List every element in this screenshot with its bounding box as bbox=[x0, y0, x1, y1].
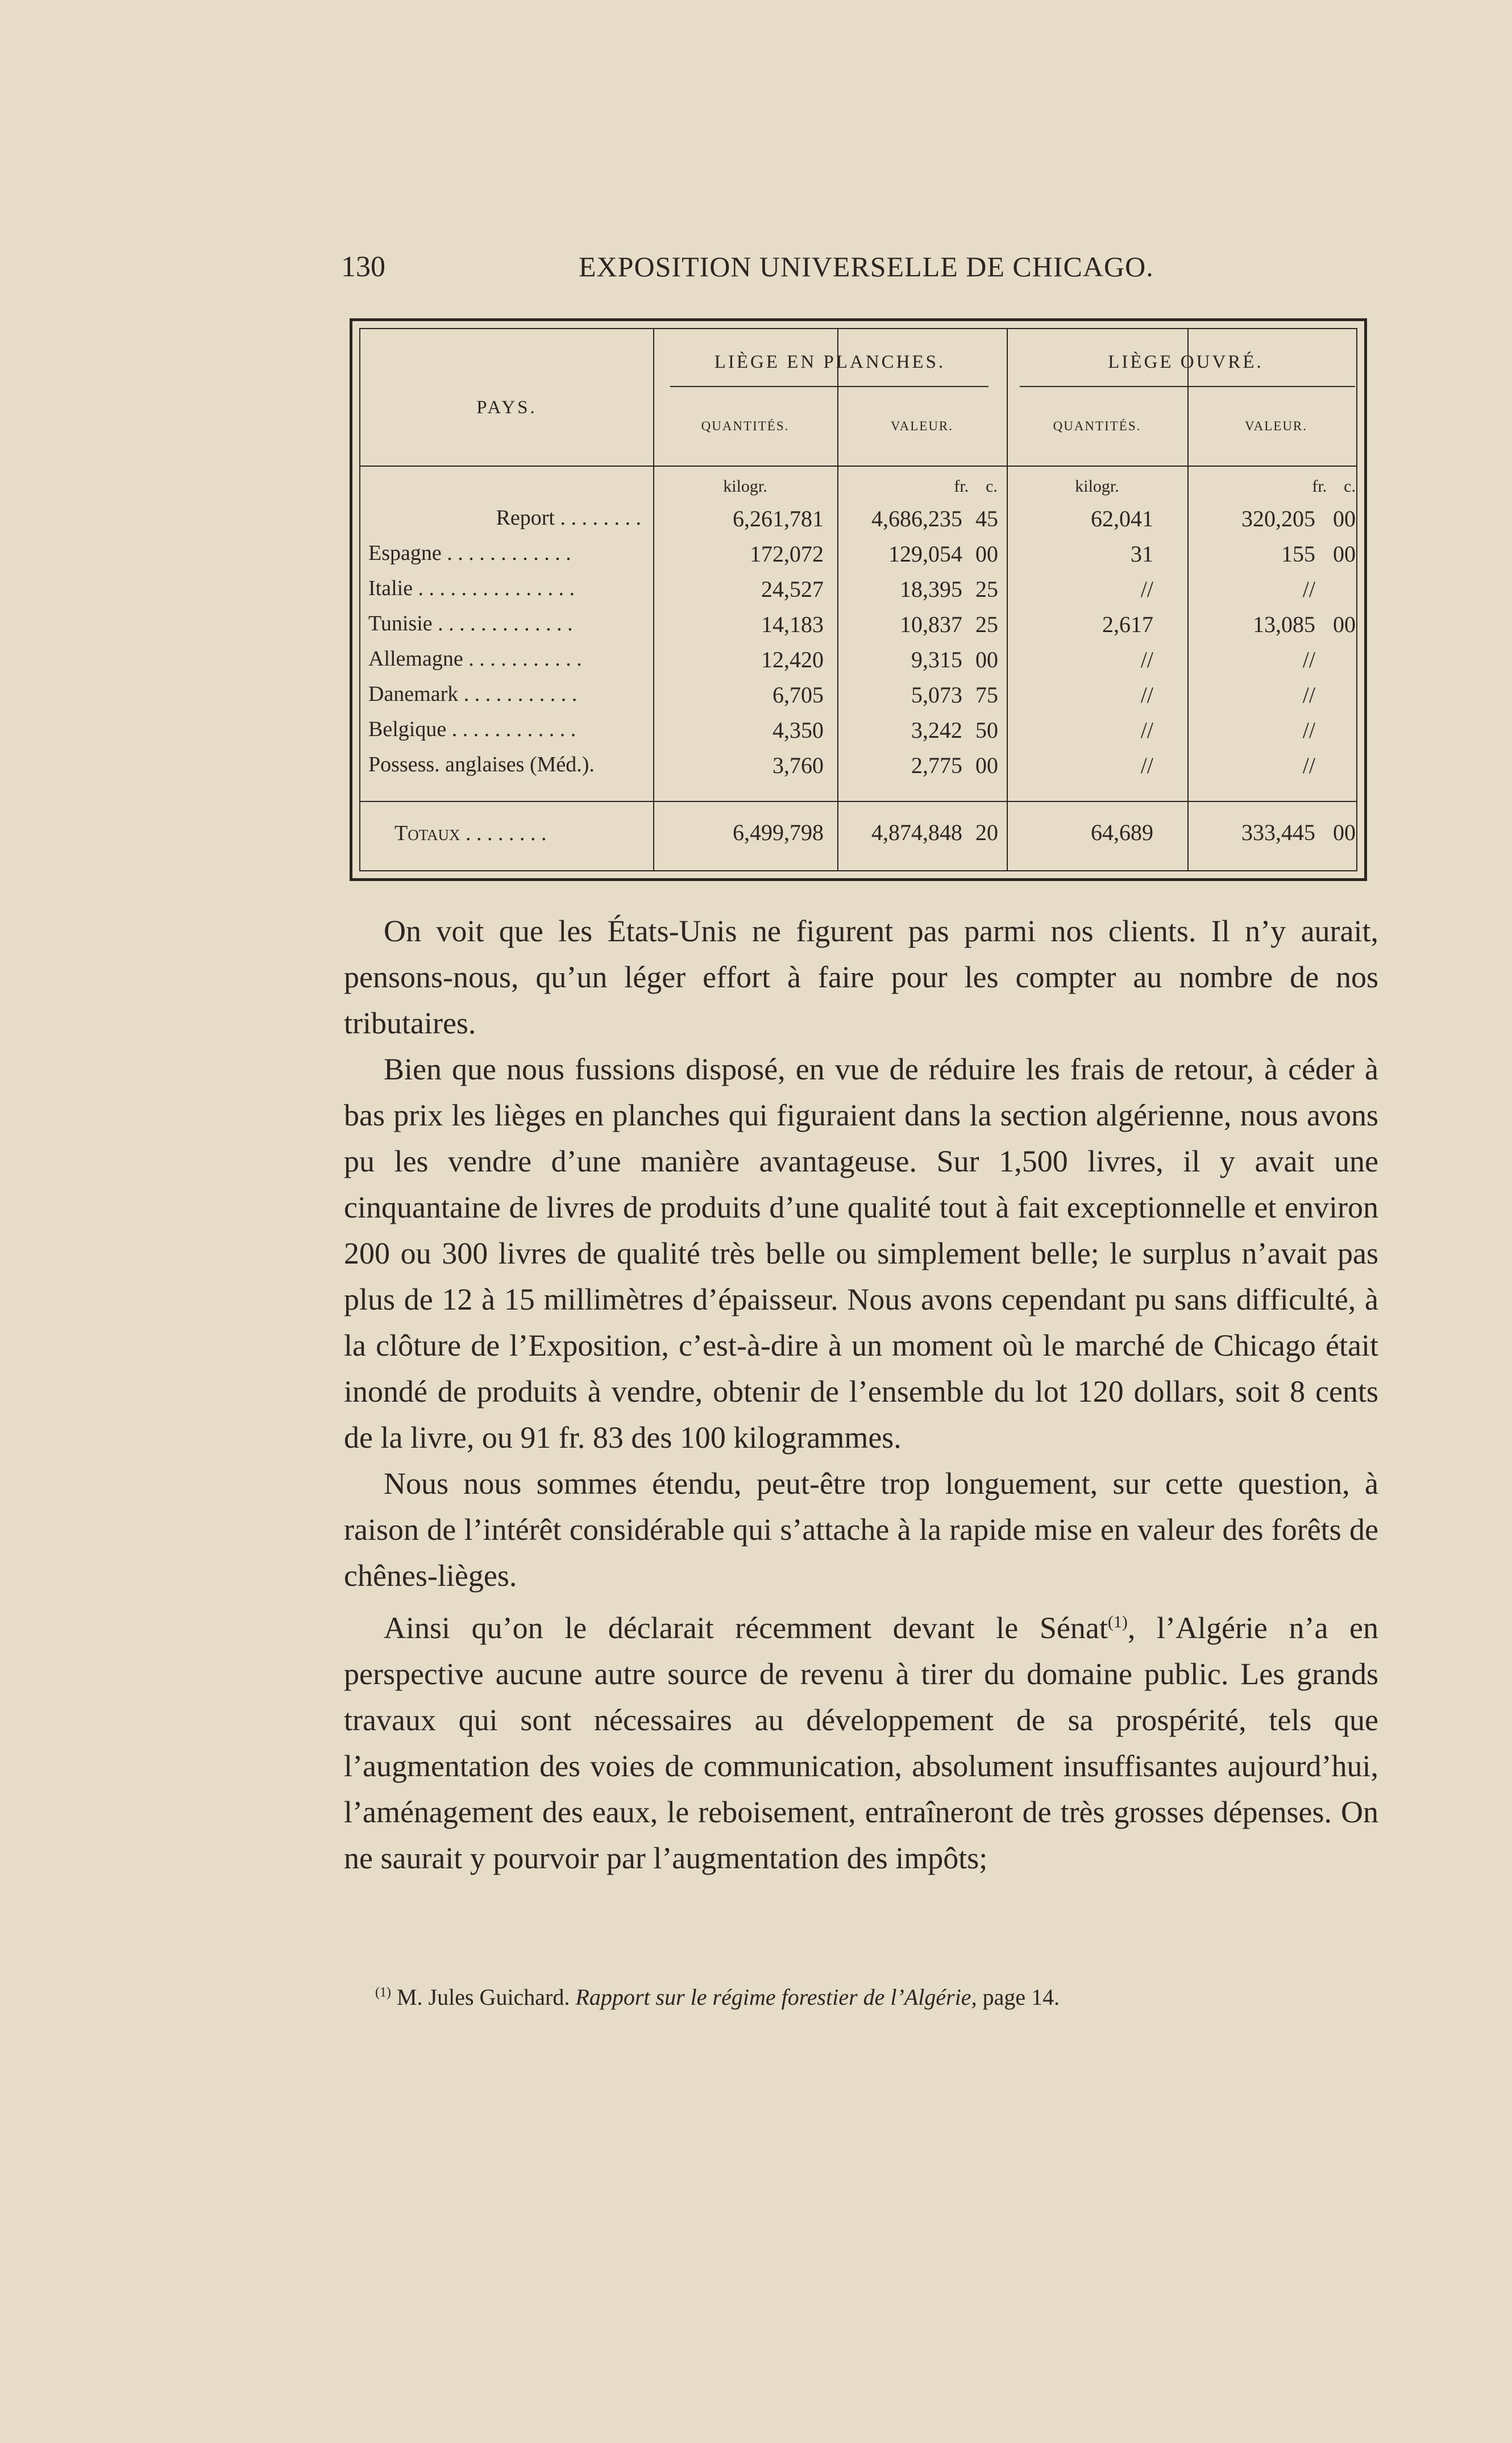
cell-qty1: 6,705 bbox=[772, 682, 824, 708]
cell-qty1: 12,420 bbox=[761, 647, 824, 672]
export-table bbox=[350, 318, 1367, 881]
totals-val2: 333,445 bbox=[1241, 820, 1315, 845]
cell-val2: // bbox=[1302, 682, 1315, 708]
cell-val2: // bbox=[1302, 576, 1315, 602]
table-totals-rule bbox=[360, 801, 1356, 802]
cell-c1: 50 bbox=[975, 717, 998, 743]
cell-qty1: 14,183 bbox=[761, 612, 824, 637]
cell-val1: 9,315 bbox=[911, 647, 962, 672]
table-inner-frame bbox=[359, 328, 1357, 871]
totals-cents1: 20 bbox=[975, 820, 998, 845]
cell-c1: 25 bbox=[975, 576, 998, 602]
cell-c1: 00 bbox=[975, 541, 998, 567]
cell-qty1: 3,760 bbox=[772, 753, 824, 778]
cell-c2: 00 bbox=[1333, 506, 1356, 531]
cell-val2: 155 bbox=[1281, 541, 1315, 567]
footnote-title: Rapport sur le régime forestier de l’Algérie, bbox=[575, 1984, 977, 2010]
footnote bbox=[375, 1984, 1060, 2010]
unit-kilogr: kilogr. bbox=[1075, 477, 1119, 496]
cell-c2: 00 bbox=[1333, 541, 1356, 567]
cell-c1: 25 bbox=[975, 612, 998, 637]
cell-val1: 3,242 bbox=[911, 717, 962, 743]
paragraph bbox=[344, 1599, 1378, 1881]
cell-val2: // bbox=[1302, 717, 1315, 743]
cell-qty2: // bbox=[1140, 682, 1153, 708]
cell-qty1: 172,072 bbox=[750, 541, 824, 567]
unit-francs: fr. c. bbox=[1312, 477, 1356, 496]
cell-qty2: // bbox=[1140, 576, 1153, 602]
subheader-quantites: QUANTITÉS. bbox=[701, 419, 790, 433]
header-brace bbox=[1020, 386, 1355, 387]
cell-country: Belgique . . . . . . . . . . . . bbox=[368, 717, 576, 741]
header-pays: PAYS. bbox=[476, 397, 537, 418]
cell-val2: 320,205 bbox=[1241, 506, 1315, 531]
paragraph-text: , l’Algérie n’a en perspective aucune autre source de revenu à tirer du domaine public. Les grands travaux qui sont nécessaires au développement de sa prospérité, tels que l’augmentation des voies de communication, absolument insuffisantes aujourd’hui, l’aménagement des eaux, le reboisement, entraîneront de très grosses dépenses. On ne saurait y pourvoir par l’augmentation des impôts; bbox=[344, 1611, 1379, 1875]
cell-qty2: 2,617 bbox=[1102, 612, 1153, 637]
footnote-reference: (1) bbox=[1107, 1613, 1128, 1631]
cell-qty2: // bbox=[1140, 753, 1153, 778]
subheader-valeur: VALEUR. bbox=[1244, 419, 1308, 433]
footnote-page: page 14. bbox=[982, 1984, 1060, 2010]
unit-francs: fr. c. bbox=[954, 477, 998, 496]
cell-val1: 5,073 bbox=[911, 682, 962, 708]
footnote-author: M. Jules Guichard. bbox=[396, 1984, 570, 2010]
cell-c1: 00 bbox=[975, 753, 998, 778]
page-number: 130 bbox=[341, 251, 385, 283]
cell-country: Espagne . . . . . . . . . . . . bbox=[368, 541, 571, 565]
cell-val2: // bbox=[1302, 753, 1315, 778]
paragraph: On voit que les États-Unis ne figurent pas parmi nos clients. Il n’y aurait, pensons-nous, qu’un léger effort à faire pour les compter au nombre de nos tributaires. bbox=[344, 914, 1378, 1040]
cell-val1: 129,054 bbox=[888, 541, 962, 567]
totals-qty2: 64,689 bbox=[1091, 820, 1153, 845]
cell-qty2: // bbox=[1140, 717, 1153, 743]
totals-label: Totaux . . . . . . . . bbox=[394, 821, 547, 845]
totals-qty1: 6,499,798 bbox=[733, 820, 824, 845]
header-liege-ouvre: LIÈGE OUVRÉ. bbox=[1108, 352, 1264, 372]
cell-val1: 2,775 bbox=[911, 753, 962, 778]
running-title: EXPOSITION UNIVERSELLE DE CHICAGO. bbox=[579, 251, 1154, 282]
cell-qty1: 24,527 bbox=[761, 576, 824, 602]
unit-kilogr: kilogr. bbox=[723, 477, 767, 496]
cell-country: Danemark . . . . . . . . . . . bbox=[368, 682, 578, 706]
header-brace bbox=[670, 386, 988, 387]
footnote-marker: (1) bbox=[375, 1985, 391, 2000]
cell-val2: // bbox=[1302, 647, 1315, 672]
cell-country: Report . . . . . . . . bbox=[496, 506, 641, 530]
paragraph: Bien que nous fussions disposé, en vue de réduire les frais de retour, à céder à bas prix les lièges en planches qui figuraient dans la section algérienne, nous avons pu les vendre d’une manière avantageuse. Sur 1,500 livres, il y avait une cinquantaine de livres de produits d’une qualité tout à fait exceptionnelle et environ 200 ou 300 livres de qualité très belle ou simplement belle; le surplus n’avait pas plus de 12 à 15 millimètres d’épaisseur. Nous avons cependant pu sans difficulté, à la clôture de l’Exposition, c’est-à-dire à un moment où le marché de Chicago était inondé de produits à vendre, obtenir de l’ensemble du lot 120 dollars, soit 8 cents de la livre, ou 91 fr. 83 des 100 kilogrammes. bbox=[344, 1052, 1378, 1455]
cell-qty2: 31 bbox=[1131, 541, 1153, 567]
cell-country: Tunisie . . . . . . . . . . . . . bbox=[368, 612, 573, 635]
cell-country: Italie . . . . . . . . . . . . . . . bbox=[368, 576, 575, 600]
cell-country: Possess. anglaises (Méd.). bbox=[368, 753, 595, 776]
cell-qty2: 62,041 bbox=[1091, 506, 1153, 531]
totals-val1: 4,874,848 bbox=[871, 820, 962, 845]
cell-c1: 75 bbox=[975, 682, 998, 708]
totals-cents2: 00 bbox=[1333, 820, 1356, 845]
subheader-valeur: VALEUR. bbox=[890, 419, 954, 433]
cell-val1: 4,686,235 bbox=[871, 506, 962, 531]
subheader-quantites: QUANTITÉS. bbox=[1053, 419, 1141, 433]
cell-val1: 18,395 bbox=[900, 576, 962, 602]
paragraph: Nous nous sommes étendu, peut-être trop longuement, sur cette question, à raison de l’intérêt considérable qui s’attache à la rapide mise en valeur des forêts de chênes-lièges. bbox=[344, 1466, 1378, 1593]
running-head bbox=[341, 250, 1387, 290]
cell-val1: 10,837 bbox=[900, 612, 962, 637]
cell-c2: 00 bbox=[1333, 612, 1356, 637]
cell-qty1: 6,261,781 bbox=[733, 506, 824, 531]
paragraph-text: Ainsi qu’on le déclarait récemment devant le Sénat bbox=[384, 1611, 1108, 1645]
cell-c1: 00 bbox=[975, 647, 998, 672]
cell-country: Allemagne . . . . . . . . . . . bbox=[368, 647, 582, 671]
cell-qty2: // bbox=[1140, 647, 1153, 672]
cell-qty1: 4,350 bbox=[772, 717, 824, 743]
body-text bbox=[344, 908, 1378, 1881]
header-liege-planches: LIÈGE EN PLANCHES. bbox=[714, 352, 946, 372]
cell-val2: 13,085 bbox=[1253, 612, 1315, 637]
table-header-rule bbox=[360, 466, 1356, 467]
cell-c1: 45 bbox=[975, 506, 998, 531]
